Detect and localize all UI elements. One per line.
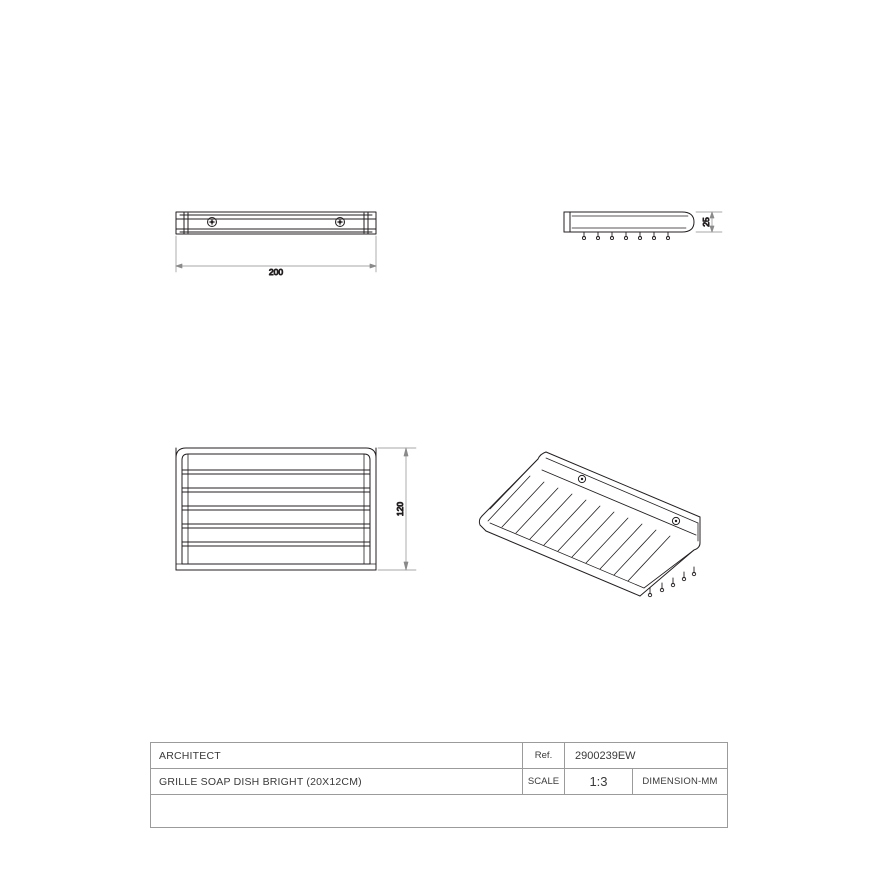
dimension-projection-label: 120 <box>395 501 405 517</box>
title-block-row-notes <box>151 795 727 827</box>
top-view <box>176 212 376 234</box>
dimension-depth-label: 25 <box>701 217 711 227</box>
notes-area <box>151 795 727 827</box>
scale-label: SCALE <box>523 769 565 794</box>
product-line: ARCHITECT <box>151 743 523 768</box>
title-block-row-product <box>151 743 727 769</box>
product-description: GRILLE SOAP DISH BRIGHT (20X12CM) <box>151 769 523 794</box>
dimension-units: DIMENSION-MM <box>642 776 718 787</box>
ref-label: Ref. <box>523 743 565 768</box>
front-view <box>176 448 376 570</box>
title-block <box>150 742 728 828</box>
scale-value: 1:3 <box>565 769 633 794</box>
title-block-row-description <box>151 769 727 795</box>
dimension-width-label: 200 <box>268 267 284 277</box>
side-view <box>564 212 694 240</box>
isometric-view <box>479 452 700 597</box>
ref-value: 2900239EW <box>575 749 636 762</box>
